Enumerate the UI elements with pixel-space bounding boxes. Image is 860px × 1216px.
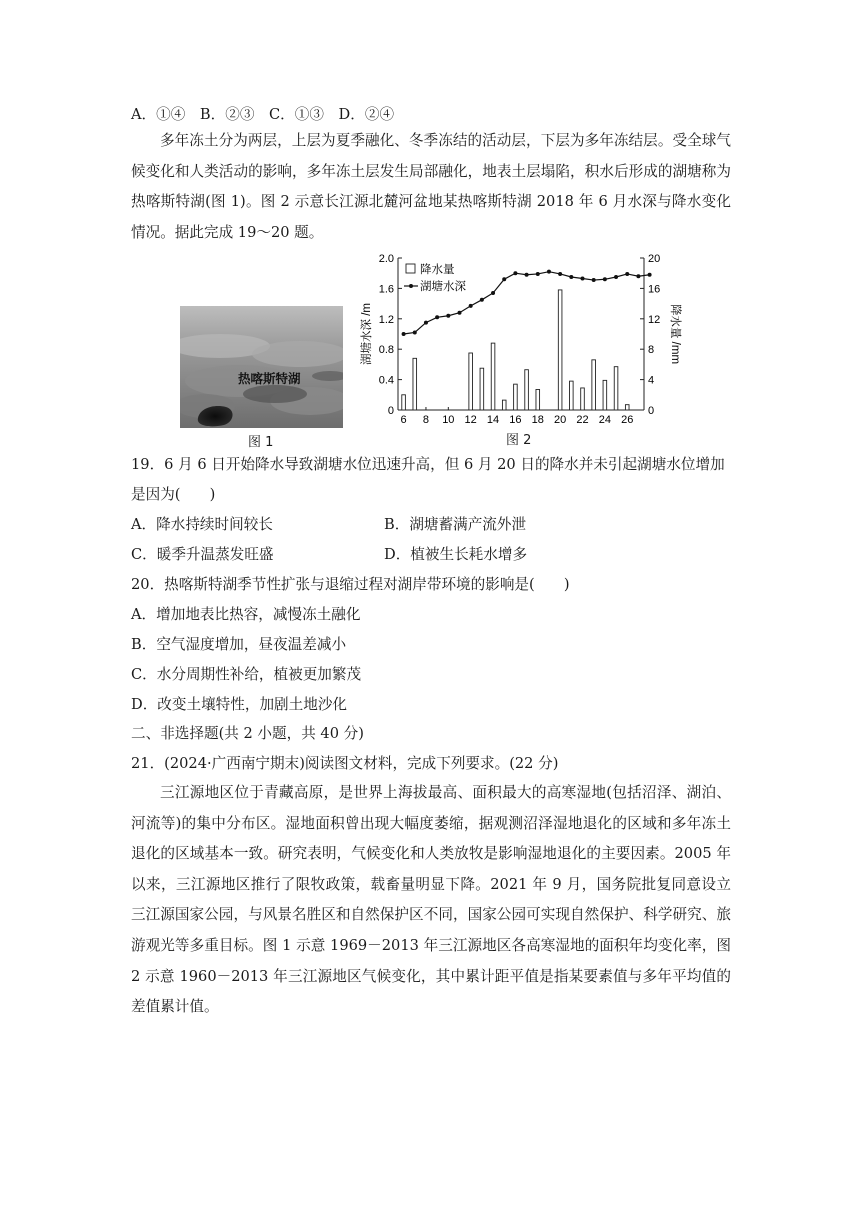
water-depth-point — [446, 314, 450, 318]
q19-stem-line2: 是因为( ) — [131, 486, 216, 503]
water-depth-point — [413, 330, 417, 334]
water-depth-point — [625, 272, 629, 276]
water-depth-point — [614, 275, 618, 279]
y-left-tick-label: 0.8 — [378, 344, 394, 357]
q20-option-a: A．增加地表比热容，减慢冻土融化 — [131, 606, 361, 623]
x-tick-label: 18 — [531, 414, 544, 426]
water-depth-point — [603, 277, 607, 281]
legend-depth-label: 湖塘水深 — [420, 281, 466, 293]
q20-option-b: B．空气湿度增加，昼夜温差减小 — [131, 636, 347, 653]
x-tick-label: 26 — [621, 414, 634, 426]
y-right-tick-label: 0 — [648, 405, 655, 417]
water-depth-point — [513, 271, 517, 275]
y-right-tick-label: 4 — [648, 374, 655, 387]
q19-option-b: B．湖塘蓄满产流外泄 — [384, 516, 527, 533]
photo-label: 热喀斯特湖 — [238, 371, 301, 386]
y-right-tick-label: 12 — [648, 313, 661, 326]
legend-depth-swatch-dot — [409, 284, 413, 288]
intro-paragraph: 多年冻土分为两层，上层为夏季融化、冬季冻结的活动层，下层为多年冻结层。受全球气候变化和人类活动的影响，多年冻土层发生局部融化，地表土层塌陷，积水后形成的湖塘称为热喀斯特湖(图 1)。图 2 示意长江源北麓河盆地某热喀斯特湖 2018 年 6 月水深与降水变化情况。据此完成 19～20 题。 — [131, 132, 731, 241]
y-left-tick-label: 0 — [387, 405, 394, 417]
water-depth-point — [636, 274, 640, 278]
precipitation-bar — [558, 290, 562, 410]
precipitation-bar — [603, 380, 607, 410]
water-depth-point — [480, 298, 484, 302]
x-tick-label: 22 — [576, 414, 589, 426]
water-depth-point — [469, 304, 473, 308]
precipitation-bar — [570, 381, 574, 410]
precipitation-bar — [469, 353, 473, 410]
q19-option-a: A．降水持续时间较长 — [131, 516, 273, 533]
water-depth-point — [402, 332, 406, 336]
x-tick-label: 10 — [442, 414, 455, 426]
x-tick-label: 20 — [554, 414, 567, 426]
precipitation-bar — [614, 367, 618, 410]
figure1-caption: 图 1 — [248, 435, 274, 450]
precipitation-bar — [413, 358, 417, 410]
q19-option-d: D．植被生长耗水增多 — [384, 546, 528, 563]
precipitation-bar — [491, 343, 495, 410]
water-depth-precipitation-chart — [352, 248, 682, 428]
water-depth-point — [547, 270, 551, 274]
y-left-tick-label: 2.0 — [378, 253, 394, 265]
precipitation-bar — [525, 370, 529, 410]
precipitation-bar — [502, 400, 506, 410]
q21-material: 三江源地区位于青藏高原，是世界上海拔最高、面积最大的高寒湿地(包括沼泽、湖泊、河流等)的集中分布区。湿地面积曾出现大幅度萎缩，据观测沼泽湿地退化的区域和多年冻土退化的区域基本一致。研究表明，气候变化和人类放牧是影响湿地退化的主要因素。2005 年以来，三江源地区推行了限牧政策，载畜量明显下降。2021 年 9 月，国务院批复同意设立三江源国家公园，与风景名胜区和自然保护区不同，国家公园可实现自然保护、科学研究、旅游观光等多重目标。图 1 示意 1969－2013 年三江源地区各高寒湿地的面积年均变化率，图 2 示意 1960－2013 年三江源地区气候变化，其中累计距平值是指某要素值与多年平均值的差值累计值。 — [131, 784, 731, 1016]
precipitation-bar — [592, 360, 596, 410]
x-tick-label: 16 — [509, 414, 522, 426]
x-tick-label: 14 — [486, 414, 500, 426]
water-depth-point — [424, 321, 428, 325]
precipitation-bar — [536, 389, 540, 410]
y-left-tick-label: 1.6 — [378, 283, 394, 296]
y-left-tick-label: 1.2 — [378, 313, 394, 326]
x-tick-label: 12 — [464, 414, 477, 426]
legend-precipitation-swatch — [406, 264, 415, 273]
precipitation-bar — [480, 368, 484, 410]
precipitation-bar — [402, 395, 406, 410]
y-right-axis-label: 降水量 /mm — [669, 303, 681, 365]
water-depth-point — [491, 291, 495, 295]
y-right-tick-label: 16 — [648, 283, 661, 296]
q18-answer-options: A．①④ B．②③ C．①③ D．②④ — [131, 106, 395, 123]
q20-option-d: D．改变土壤特性，加剧土地沙化 — [131, 696, 348, 713]
thermokarst-lake-photo — [180, 306, 343, 428]
legend-precipitation-label: 降水量 — [420, 264, 455, 276]
water-depth-point — [558, 272, 562, 276]
precipitation-bar — [514, 384, 518, 410]
water-depth-point — [435, 315, 439, 319]
water-depth-point — [525, 273, 529, 277]
q20-stem: 20．热喀斯特湖季节性扩张与退缩过程对湖岸带环境的影响是( ) — [131, 576, 570, 593]
y-right-tick-label: 20 — [648, 253, 661, 265]
y-right-tick-label: 8 — [648, 344, 655, 357]
q21-stem: 21．(2024·广西南宁期末)阅读图文材料，完成下列要求。(22 分) — [131, 755, 559, 772]
x-tick-label: 8 — [422, 414, 430, 426]
section-heading: 二、非选择题(共 2 小题，共 40 分) — [131, 725, 364, 742]
water-depth-point — [502, 277, 506, 281]
figure2-caption: 图 2 — [506, 433, 532, 448]
q20-option-c: C．水分周期性补给，植被更加繁茂 — [131, 666, 362, 683]
precipitation-bar — [581, 388, 585, 410]
water-depth-point — [536, 272, 540, 276]
water-depth-point — [592, 278, 596, 282]
water-depth-point — [581, 277, 585, 281]
water-depth-point — [458, 311, 462, 315]
precipitation-bar — [625, 405, 629, 410]
x-tick-label: 24 — [598, 414, 611, 426]
q19-stem-line1: 19．6 月 6 日开始降水导致湖塘水位迅速升高，但 6 月 20 日的降水并未引起湖塘水位增加 — [131, 456, 725, 473]
x-tick-label: 6 — [400, 414, 407, 426]
y-left-tick-label: 0.4 — [378, 374, 394, 387]
water-depth-point — [648, 273, 652, 277]
water-depth-point — [569, 275, 573, 279]
q19-option-c: C．暖季升温蒸发旺盛 — [131, 546, 274, 563]
y-left-axis-label: 湖塘水深 /m — [361, 303, 373, 365]
